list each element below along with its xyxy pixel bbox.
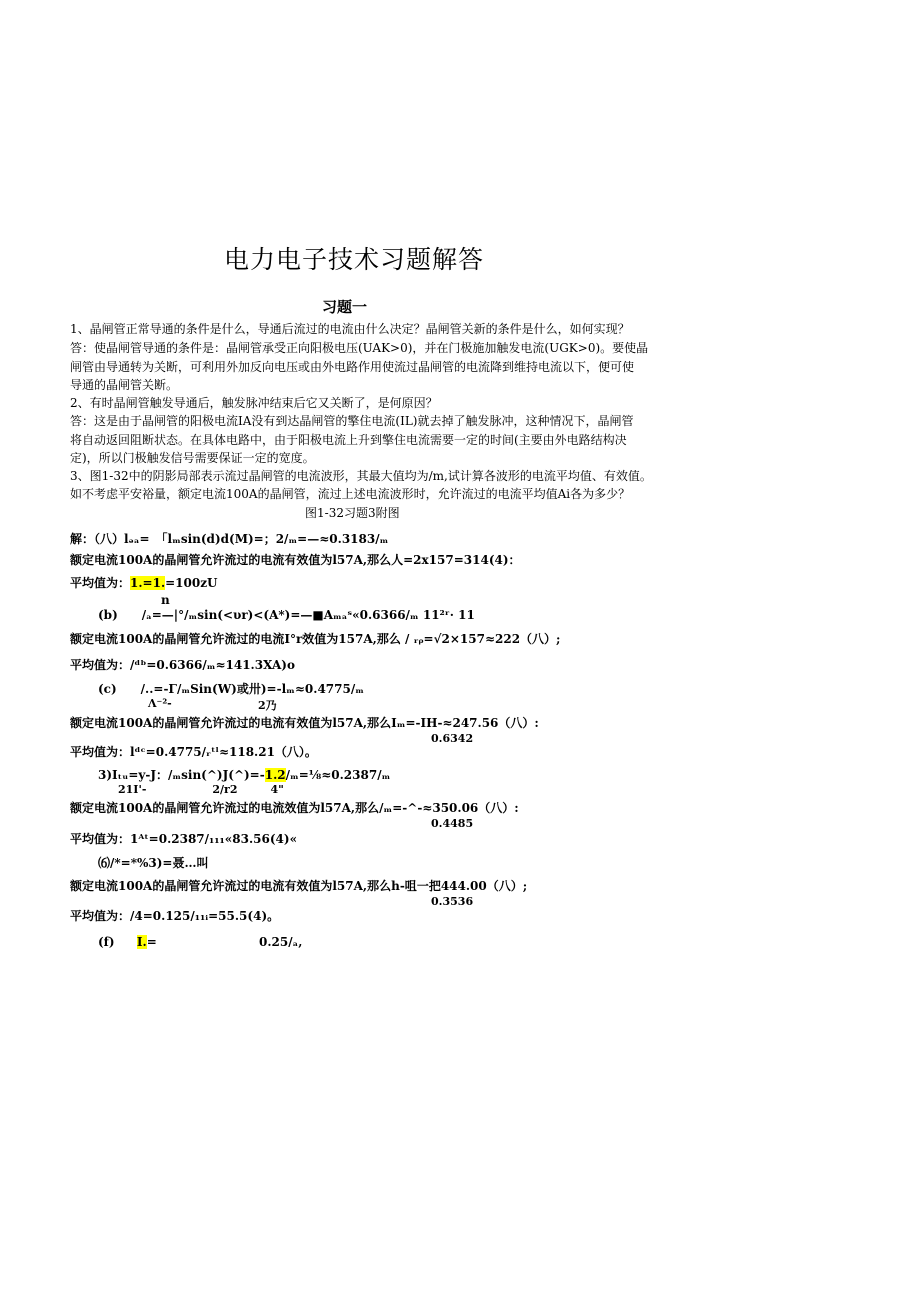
rated-c-denominator: 0.6342: [431, 732, 474, 745]
average-e: 平均值为：/4=0.125/₁₁ᵢ=55.5(4)。: [70, 909, 280, 923]
formula-d-denominators: 21I'- 2/r2 4": [118, 783, 284, 796]
q2-answer-line: 答：这是由于晶闸管的阳极电流IA没有到达晶闸管的擎住电流(IL)就去掉了触发脉冲，这种情况下，晶闸管: [70, 414, 634, 428]
page-title: 电力电子技术习题解答: [224, 245, 485, 274]
rated-d-denominator: 0.4485: [431, 817, 474, 830]
formula-c: (c) /..=-Γ/ₘSin(W)或卅)=-lₘ≈0.4775/ₘ: [98, 682, 364, 696]
q1-answer-line: 答：使晶闸管导通的条件是：晶闸管承受正向阳极电压(UAK>0)，并在门极施加触发电流(UGK>0)。要使晶: [70, 341, 649, 355]
q2-answer-line: 定)，所以门极触发信号需要保证一定的宽度。: [70, 451, 315, 465]
q3-question: 3、图1-32中的阴影局部表示流过晶闸管的电流波形，其最大值均为/m,试计算各波形的电流平均值、有效值。: [70, 469, 652, 483]
fraction-denominator: n: [161, 593, 170, 607]
rated-e: 额定电流100A的晶闸管允许流过的电流有效值为l57A,那么h-咀一把444.00（八）;: [70, 879, 528, 893]
rated-e-denominator: 0.3536: [431, 895, 474, 908]
formula-d-part: /ₘ=⅛≈0.2387/ₘ: [285, 768, 391, 782]
average-d: 平均值为：1ᴬᵗ=0.2387/₁₁₁«83.56(4)«: [70, 832, 298, 846]
highlight-mark: 1.2: [264, 768, 286, 782]
formula-e: ⑹/*=*%3)=聂…叫: [98, 856, 209, 870]
formula-f-value: 0.25/ₐ,: [259, 935, 303, 949]
average-b: 平均值为：/ᵈᵇ=0.6366/ₘ≈141.3XA)o: [70, 658, 295, 672]
average-a: [70, 574, 218, 591]
formula-b: (b) /ₐ=—|°/ₘsin(<υr)<(A*)=—■Aₘₐˢ«0.6366/ₘ 11²ʳ· 11: [98, 608, 475, 622]
formula-d-part: 3)Iₜᵤ=y-J：/ₘsin(^)J(^)=-: [98, 768, 265, 782]
rated-c: 额定电流100A的晶闸管允许流过的电流有效值为l57A,那么Iₘ=-IH-≈247.56（八）:: [70, 716, 539, 730]
q3-question: 如不考虑平安裕量，额定电流100A的晶闸管，流过上述电流波形时，允许流过的电流平均值Ai各为多少？: [70, 487, 631, 501]
highlight-mark: 1.=1.: [130, 576, 166, 590]
rated-a: 额定电流100A的晶闸管允许流过的电流有效值为l57A,那么人=2x157=314(4)：: [70, 553, 521, 567]
q2-answer-line: 将自动返回阻断状态。在具体电路中，由于阳极电流上升到擎住电流需要一定的时间(主要由外电路结构决: [70, 433, 627, 447]
q1-answer-line: 导通的晶闸管关断。: [70, 378, 179, 392]
average-c: 平均值为：lᵈᶜ=0.4775/ᵣᵗˡ≈118.21（八）。: [70, 745, 317, 759]
average-label: 平均值为：: [70, 576, 131, 590]
q1-answer-line: 闸管由导通转为关断，可利用外加反向电压或由外电路作用使流过晶闸管的电流降到维持电流以下，便可使: [70, 360, 635, 374]
q2-question: 2、有时晶闸管触发导通后，触发脉冲结束后它又关断了，是何原因？: [70, 396, 438, 410]
rated-d: 额定电流100A的晶闸管允许流过的电流效值为l57A,那么/ₘ=-^-≈350.06（八）:: [70, 801, 519, 815]
formula-f-equals: =: [146, 935, 157, 949]
average-value: =100zU: [165, 576, 218, 590]
formula-c-subscript: Λ⁻²-: [148, 697, 172, 710]
q1-question: 1、晶闸管正常导通的条件是什么，导通后流过的电流由什么决定？晶闸管关新的条件是什么，如何实现？: [70, 322, 630, 336]
formula-c-denominator: 2乃: [258, 699, 277, 712]
highlight-mark: I.: [136, 935, 147, 949]
formula-f: [98, 935, 157, 949]
section-title: 习题一: [322, 298, 368, 316]
figure-caption: 图1-32习题3附图: [305, 506, 400, 520]
rated-b: 额定电流100A的晶闸管允许流过的电流I°r效值为157A,那么 / ᵣᵨ=√2×157≈222（八）;: [70, 632, 561, 646]
formula-a: 解：（八）lₔₐ= 「lₘsin(d)d(M)=；2/ₘ=—≈0.3183/ₘ: [70, 532, 389, 546]
formula-f-label: (f): [98, 935, 115, 949]
